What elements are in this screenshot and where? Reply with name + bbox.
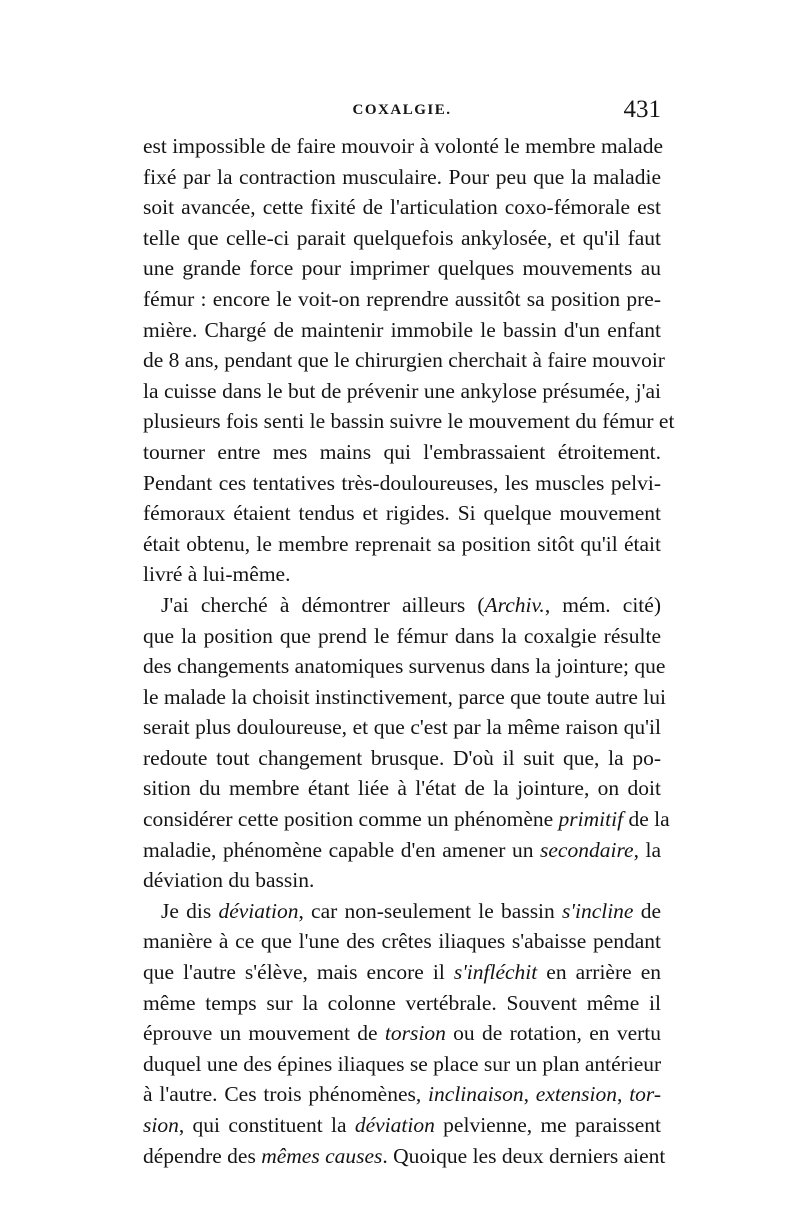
text-run: J'ai cherché à démontrer ailleurs ( [161,592,485,617]
italic-text: déviation [218,898,299,923]
text-run: duquel une des épines iliaques se place sur un plan antérieur [143,1051,662,1076]
text-line [143,651,666,682]
text-line [143,1049,661,1080]
text-run: de [633,898,661,923]
text-run: considérer cette position comme un phénomène [143,807,559,832]
text-line [143,406,675,437]
text-run: ou de rotation, en vertu [445,1021,662,1046]
running-head [143,96,661,126]
text-run: que l'autre s'élève, mais encore il [143,960,454,985]
text-run: dépendre des [143,1143,262,1168]
text-line [143,223,661,254]
text-run: est impossible de faire mouvoir à volonté le membre malade [143,134,664,158]
text-line [143,437,661,468]
text-run: fémoraux étaient tendus et rigides. Si quelque mouvement [143,501,661,526]
text-line [143,162,661,193]
text-run: redoute tout changement brusque. D'où il suit que, la po- [143,745,661,770]
text-line [143,590,661,621]
text-line [143,621,661,652]
text-line [143,743,661,774]
text-line [143,896,661,927]
text-run: telle que celle-ci parait quelquefois ankylosée, et qu'il faut [143,225,661,250]
italic-text: primitif [558,807,624,832]
text-line [143,253,661,284]
text-run: de 8 ans, pendant que le chirurgien cherchait à faire mouvoir [143,348,665,373]
text-line [143,1141,666,1172]
italic-text: s'incline [562,898,634,923]
text-run: éprouve un mouvement de [143,1021,385,1046]
text-run: sition du membre étant liée à l'état de la jointure, on doit [143,776,661,801]
text-run: tourner entre mes mains qui l'embrassaient étroitement. [143,439,661,464]
text-line [143,529,661,560]
text-run: fémur : encore le voit-on reprendre aussitôt sa position pre- [143,286,661,311]
text-run: était obtenu, le membre reprenait sa position sitôt qu'il était [143,531,661,556]
text-run: , [523,1082,536,1107]
text-run: de la [623,807,670,832]
body-text [143,131,675,1171]
italic-text: mêmes causes [261,1143,383,1168]
text-run: que la position que prend le fémur dans la coxalgie résulte [143,623,661,648]
text-run: pelvienne, me paraissent [434,1113,662,1137]
text-line [143,835,661,866]
text-run: des changements anatomiques survenus dans la jointure; que [143,654,666,679]
text-line [143,926,661,957]
italic-text: s'infléchit [453,960,538,985]
text-run: plusieurs fois senti le bassin suivre le mouvement du fémur et [143,409,675,434]
text-run: même temps sur la colonne vertébrale. Souvent même il [143,990,661,1015]
text-run: une grande force pour imprimer quelques mouvements au [143,256,661,281]
italic-text: torsion [384,1021,446,1046]
text-line [143,957,661,988]
text-line [143,682,666,713]
italic-text: déviation [354,1113,435,1137]
text-line [143,345,665,376]
italic-text: tor- [629,1082,662,1107]
text-run: à l'autre. Ces trois phénomènes, [143,1082,429,1107]
text-line [143,498,661,529]
text-run: Je dis [161,898,219,923]
text-run: soit avancée, cette fixité de l'articulation coxo-fémorale est [143,195,661,220]
chapter-title: COXALGIE. [352,102,452,118]
text-run: , mém. cité) [544,592,661,617]
text-run: mière. Chargé de maintenir immobile le bassin d'un enfant [143,317,661,342]
text-line [143,468,661,499]
text-line [143,988,661,1019]
text-run: serait plus douloureuse, et que c'est par la même raison qu'il [143,715,661,740]
italic-text: sion [143,1113,179,1137]
italic-text: extension [535,1082,617,1107]
text-line [143,559,661,590]
text-run: fixé par la contraction musculaire. Pour peu que la maladie [143,164,661,189]
text-line [143,1110,661,1141]
text-run: en arrière en [537,960,661,985]
text-line [143,131,664,162]
text-run: la cuisse dans le but de prévenir une ankylose présumée, j'ai [143,378,661,403]
text-line [143,1079,661,1110]
text-run: , [617,1082,630,1107]
text-line [143,804,670,835]
text-run: le malade la choisit instinctivement, parce que toute autre lui [143,684,666,709]
text-line [143,773,661,804]
page-number: 431 [623,96,661,123]
text-line [143,376,661,407]
italic-text: Archiv. [484,592,545,617]
text-line [143,1018,661,1049]
text-run: , la [633,837,661,862]
text-line [143,712,661,743]
text-run: , car non-seulement le bassin [298,898,562,923]
text-line [143,284,661,315]
italic-text: inclinaison [428,1082,524,1107]
italic-text: secondaire [540,837,634,862]
text-line [143,865,661,896]
text-run: . Quoique les deux derniers aient [382,1143,666,1168]
text-run: maladie, phénomène capable d'en amener un [143,837,541,862]
text-line [143,315,661,346]
text-run: livré à lui-même. [143,562,291,587]
text-run: , qui constituent la [178,1113,355,1137]
text-run: manière à ce que l'une des crêtes iliaques s'abaisse pendant [143,929,661,954]
text-line [143,192,661,223]
text-run: déviation du bassin. [143,868,315,893]
text-run: Pendant ces tentatives très-douloureuses, les muscles pelvi- [143,470,661,495]
